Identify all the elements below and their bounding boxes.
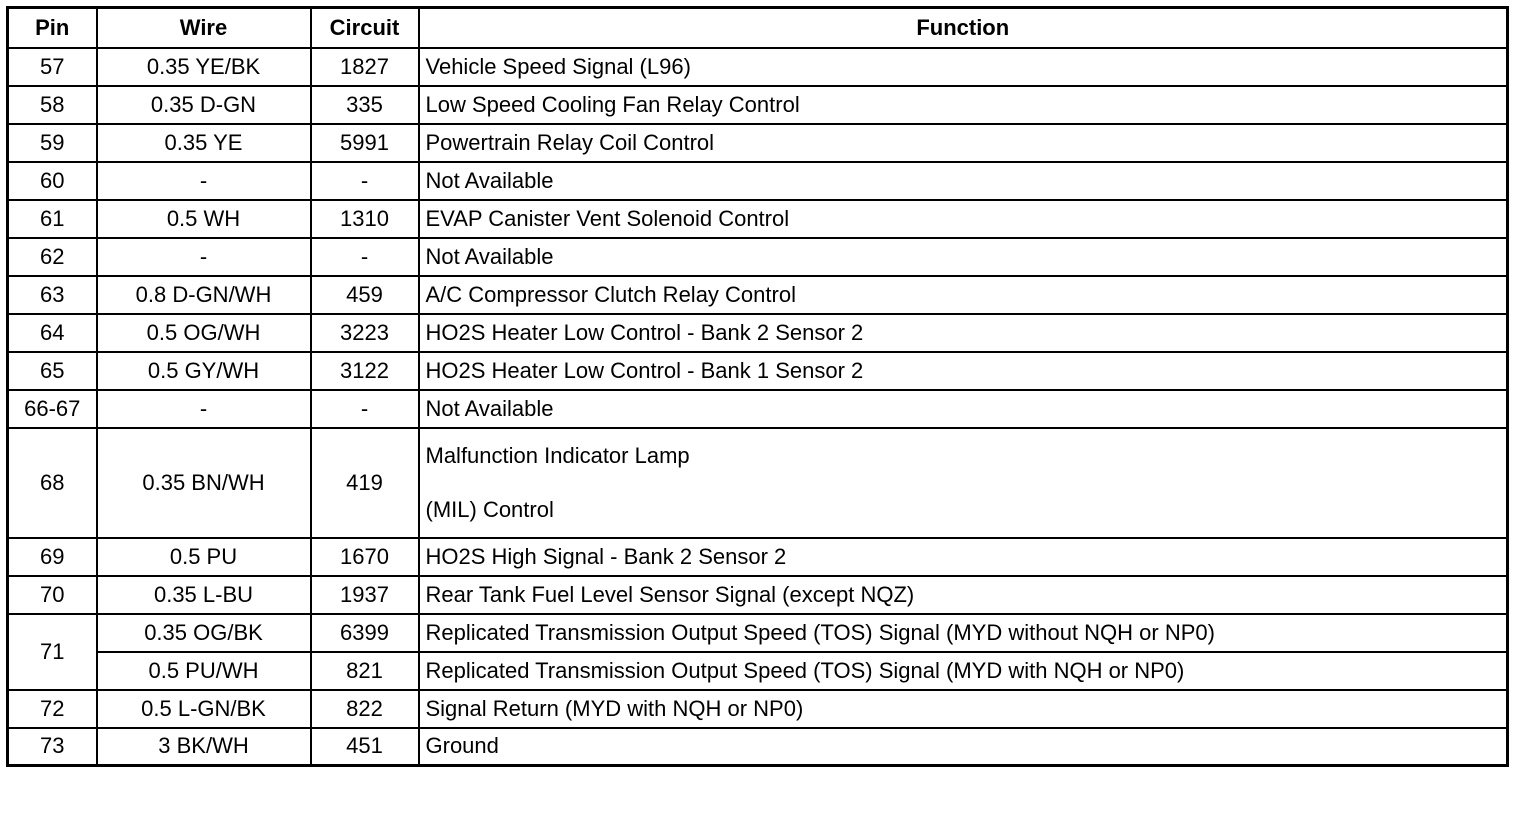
table-row <box>8 428 1508 538</box>
table-row <box>8 86 1508 124</box>
wire-cell: - <box>97 238 311 276</box>
wire-cell: 0.5 L-GN/BK <box>97 690 311 728</box>
pin-cell: 57 <box>8 48 97 86</box>
function-cell: A/C Compressor Clutch Relay Control <box>419 276 1508 314</box>
table-row <box>8 124 1508 162</box>
function-cell: Not Available <box>419 238 1508 276</box>
function-line-2: (MIL) Control <box>425 496 554 522</box>
function-line-1: Malfunction Indicator Lamp <box>425 442 690 468</box>
wire-cell: 0.5 OG/WH <box>97 314 311 352</box>
pin-cell: 66-67 <box>8 390 97 428</box>
pin-cell: 71 <box>8 614 97 690</box>
pin-cell: 60 <box>8 162 97 200</box>
function-cell: Ground <box>419 728 1508 766</box>
header-pin: Pin <box>8 8 97 48</box>
function-cell: Signal Return (MYD with NQH or NP0) <box>419 690 1508 728</box>
pin-cell: 69 <box>8 538 97 576</box>
circuit-cell: 821 <box>311 652 419 690</box>
circuit-cell: 1310 <box>311 200 419 238</box>
function-cell: Powertrain Relay Coil Control <box>419 124 1508 162</box>
table-row <box>8 276 1508 314</box>
table-row <box>8 48 1508 86</box>
circuit-cell: 419 <box>311 428 419 538</box>
wire-cell: 0.35 L-BU <box>97 576 311 614</box>
circuit-cell: 335 <box>311 86 419 124</box>
circuit-cell: - <box>311 162 419 200</box>
table-row <box>8 576 1508 614</box>
function-cell <box>419 428 1508 538</box>
wire-cell: - <box>97 390 311 428</box>
table-row <box>8 614 1508 652</box>
table-row <box>8 690 1508 728</box>
table-body <box>8 48 1508 766</box>
pin-cell: 58 <box>8 86 97 124</box>
table-row <box>8 238 1508 276</box>
wire-cell: 0.35 YE <box>97 124 311 162</box>
circuit-cell: 3223 <box>311 314 419 352</box>
table-row <box>8 652 1508 690</box>
table-row <box>8 352 1508 390</box>
wire-cell: 0.35 D-GN <box>97 86 311 124</box>
circuit-cell: 1670 <box>311 538 419 576</box>
wire-cell: 0.8 D-GN/WH <box>97 276 311 314</box>
function-cell: Rear Tank Fuel Level Sensor Signal (except NQZ) <box>419 576 1508 614</box>
header-circuit: Circuit <box>311 8 419 48</box>
circuit-cell: - <box>311 238 419 276</box>
pinout-table <box>6 6 1509 767</box>
circuit-cell: - <box>311 390 419 428</box>
table-row <box>8 162 1508 200</box>
function-cell: Not Available <box>419 390 1508 428</box>
wire-cell: 3 BK/WH <box>97 728 311 766</box>
circuit-cell: 3122 <box>311 352 419 390</box>
circuit-cell: 451 <box>311 728 419 766</box>
circuit-cell: 6399 <box>311 614 419 652</box>
function-cell: Vehicle Speed Signal (L96) <box>419 48 1508 86</box>
circuit-cell: 459 <box>311 276 419 314</box>
function-cell: HO2S High Signal - Bank 2 Sensor 2 <box>419 538 1508 576</box>
pin-cell: 62 <box>8 238 97 276</box>
header-row <box>8 8 1508 48</box>
pin-cell: 72 <box>8 690 97 728</box>
table-row <box>8 314 1508 352</box>
pin-cell: 73 <box>8 728 97 766</box>
pin-cell: 59 <box>8 124 97 162</box>
pin-cell: 64 <box>8 314 97 352</box>
wire-cell: 0.35 BN/WH <box>97 428 311 538</box>
function-cell: Low Speed Cooling Fan Relay Control <box>419 86 1508 124</box>
wire-cell: 0.35 YE/BK <box>97 48 311 86</box>
table-row <box>8 728 1508 766</box>
function-cell: Replicated Transmission Output Speed (TOS) Signal (MYD without NQH or NP0) <box>419 614 1508 652</box>
pin-cell: 63 <box>8 276 97 314</box>
function-cell: Replicated Transmission Output Speed (TOS) Signal (MYD with NQH or NP0) <box>419 652 1508 690</box>
wire-cell: 0.5 WH <box>97 200 311 238</box>
function-cell: Not Available <box>419 162 1508 200</box>
wire-cell: - <box>97 162 311 200</box>
function-cell: EVAP Canister Vent Solenoid Control <box>419 200 1508 238</box>
pin-cell: 68 <box>8 428 97 538</box>
wire-cell: 0.5 PU <box>97 538 311 576</box>
function-cell: HO2S Heater Low Control - Bank 2 Sensor 2 <box>419 314 1508 352</box>
circuit-cell: 1937 <box>311 576 419 614</box>
table-row <box>8 200 1508 238</box>
table-row <box>8 390 1508 428</box>
function-cell: HO2S Heater Low Control - Bank 1 Sensor 2 <box>419 352 1508 390</box>
wire-cell: 0.5 PU/WH <box>97 652 311 690</box>
pin-cell: 70 <box>8 576 97 614</box>
circuit-cell: 1827 <box>311 48 419 86</box>
header-wire: Wire <box>97 8 311 48</box>
table-header <box>8 8 1508 48</box>
table-row <box>8 538 1508 576</box>
circuit-cell: 822 <box>311 690 419 728</box>
wire-cell: 0.5 GY/WH <box>97 352 311 390</box>
circuit-cell: 5991 <box>311 124 419 162</box>
wire-cell: 0.35 OG/BK <box>97 614 311 652</box>
pin-cell: 61 <box>8 200 97 238</box>
header-function: Function <box>419 8 1508 48</box>
pin-cell: 65 <box>8 352 97 390</box>
